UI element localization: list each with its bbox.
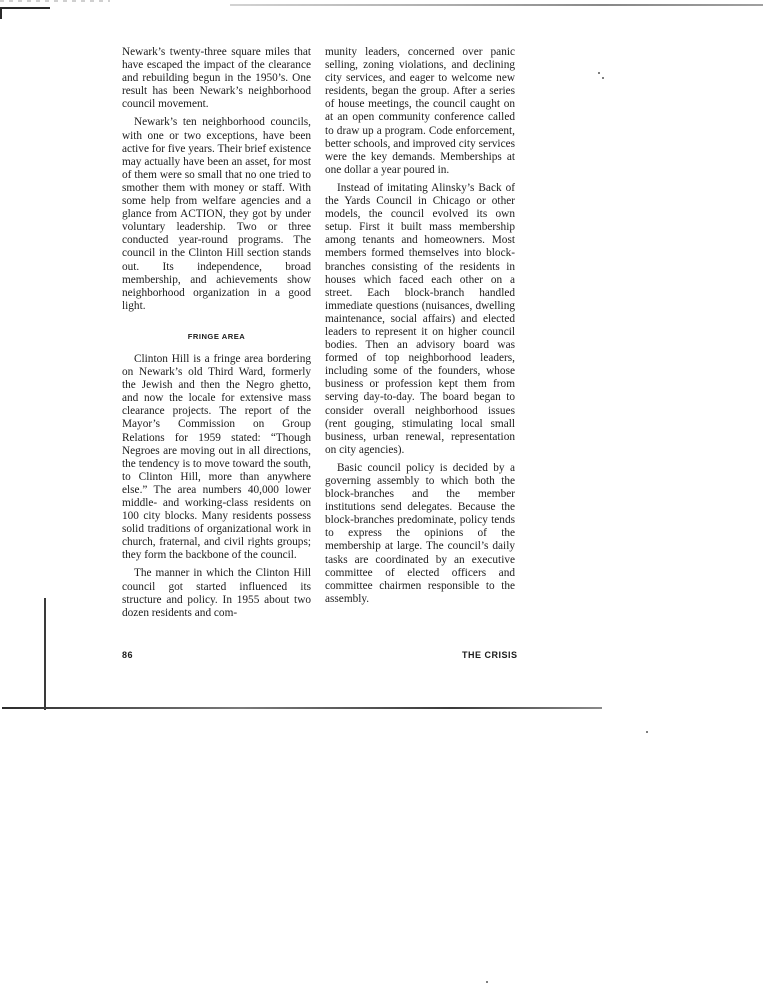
paragraph: Basic council policy is decided by a governing assembly to which both the block-branches and the member institutions send delegates. Because the block-branches predominate, policy tends to express the opinions of the membership at large. The council’s daily tasks are coordinated by an executive committee of elected officers and committee chairmen responsible to the assembly. xyxy=(325,461,515,605)
article-column-left xyxy=(122,46,311,625)
paragraph: The manner in which the Clinton Hill council got started influenced its structure and policy. In 1955 about two dozen residents and com- xyxy=(122,567,311,619)
scan-corner-mark xyxy=(0,7,50,19)
scan-speck xyxy=(646,731,648,733)
section-heading: FRINGE AREA xyxy=(187,331,246,341)
article-column-right xyxy=(325,46,515,611)
paragraph: munity leaders, concerned over panic selling, zoning violations, and declining city services, and eager to welcome new residents, began the group. After a series of house meetings, the council caught on at an open community conference called to draw up a program. Code enforcement, better schools, and improved city services were the key demands. Memberships at one dollar a year poured in. xyxy=(325,46,515,176)
paragraph: Clinton Hill is a fringe area bordering on Newark’s old Third Ward, formerly the Jewish and then the Negro ghetto, and now the locale for extensive mass clearance projects. The report of the Mayor’s Commission on Group Relations for 1959 stated: “Though Negroes are moving out in all directions, the tendency is to move toward the south, to Clinton Hill, more than anywhere else.” The area numbers 40,000 lower middle- and working-class residents on 100 city blocks. Many residents possess solid traditions of organizational work in church, fraternal, and civil rights groups; they form the backbone of the council. xyxy=(122,352,311,562)
paragraph: Newark’s ten neighborhood councils, with one or two exceptions, have been active for five years. Their brief existence may actually have been an asset, for most of them were so small that no one tried to smother them with money or staff. With some help from welfare agencies and a glance from ACTION, they got by under voluntary leadership. Two or three conducted year-round programs. The council in the Clinton Hill section stands out. Its independence, broad membership, and achievements show neighborhood organization in a good light. xyxy=(122,116,311,312)
paragraph: Newark’s twenty-three square miles that have escaped the impact of the clearance and rebuilding begun in the 1950’s. One result has been Newark’s neighborhood council movement. xyxy=(122,46,311,111)
scan-speck xyxy=(602,77,604,79)
scan-speck xyxy=(486,981,488,983)
scan-edge-top xyxy=(230,4,763,6)
scan-speck xyxy=(598,72,600,74)
magazine-name: THE CRISIS xyxy=(462,650,518,660)
paragraph: Instead of imitating Alinsky’s Back of the Yards Council in Chicago or other models, the council evolved its own setup. First it built mass membership among tenants and homeowners. Most members formed themselves into block-branches consisting of the residents in houses which faced each other on a street. Each block-branch handled immediate questions (nuisances, dwelling maintenance, social affairs) and elected leaders to represent it on higher council bodies. Then an advisory board was formed of top neighborhood leaders, including some of the founders, whose business or profession kept them from serving day-to-day. The board began to consider overall neighborhood issues (rent gouging, stimulating local small business, urban renewal, representation on city agencies). xyxy=(325,181,515,456)
scan-edge-bottom xyxy=(2,707,602,709)
scan-edge-top-dots xyxy=(0,0,110,2)
page-number: 86 xyxy=(122,650,134,660)
scan-edge-left xyxy=(44,598,46,710)
